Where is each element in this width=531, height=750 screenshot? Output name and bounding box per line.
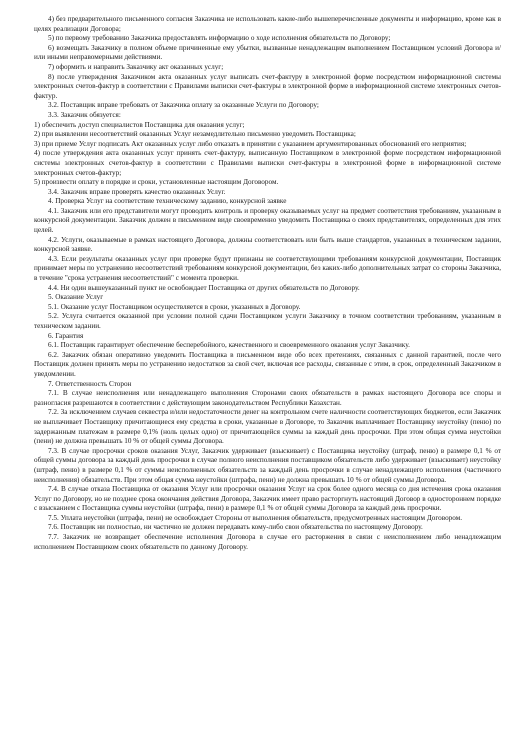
paragraph: 7.2. За исключением случаев секвестра и/или недостаточности денег на контрольном счете наличности соответствующих бюджетов, если Заказчик не выплачивает Поставщику причитающиеся ему средства в сроки, указанные в Договоре, то Заказчик выплачивает Поставщику неустойку (пеню) по задержанным платежам в размере 0,1% (ноль целых одно) от причитающейся суммы за каждый день просрочки. При этом общая сумма неустойки (пени) не должна превышать 10 % от общей суммы Договора. [34,408,501,446]
paragraph: 3.3. Заказчик обязуется: [48,110,121,119]
paragraph: 3.2. Поставщик вправе требовать от Заказчика оплату за оказанные Услуги по Договору; [48,101,319,110]
paragraph: 7.5. Уплата неустойки (штрафа, пени) не освобождает Стороны от выполнения обязательств, предусмотренных настоящим Договором. [48,513,463,522]
paragraph: 4.3. Если результаты оказанных услуг при проверке будут признаны не соответствующими требованиям конкурсной документации, Поставщик принимает меры по устранению несоответствий требованиям конкурсной документации, без каких-либо дополнительных затрат со стороны Заказчика, в течение "срока устранения несоответствий" с момента проверки. [34,254,501,283]
paragraph: 5) по первому требованию Заказчика предоставлять информацию о ходе исполнения обязательств по Договору; [48,34,391,43]
paragraph: 7.7. Заказчик не возвращает обеспечение исполнения Договора в случае его расторжения в связи с неисполнением либо ненадлежащим исполнением Поставщиком своих обязательств по данному Договору. [34,533,501,551]
paragraph: 1) обеспечить доступ специалистов Поставщика для оказания услуг; [34,120,245,129]
paragraph: 6.1. Поставщик гарантирует обеспечение бесперебойного, качественного и своевременного оказания услуг Заказчику. [48,341,410,350]
paragraph: 5.1. Оказание услуг Поставщиком осуществляется в сроки, указанных в Договору. [48,302,301,311]
section-heading: 7. Ответственность Сторон [48,379,132,388]
paragraph: 7.6. Поставщик ни полностью, ни частично не должен передавать кому-либо свои обязательства по настоящему Договору. [48,523,423,532]
paragraph: 5.2. Услуга считается оказанной при условии полной сдачи Поставщиком услуги Заказчику в точном соответствии требованиям, указанным в техническом задании. [34,312,501,330]
section-heading: 5. Оказание Услуг [48,293,104,302]
paragraph: 5) произвести оплату в порядке и сроки, установленные настоящим Договором. [34,178,279,187]
paragraph: 7) оформить и направить Заказчику акт оказанных услуг; [48,62,224,71]
paragraph: 4.1. Заказчик или его представители могут проводить контроль и проверку оказываемых услуг на предмет соответствия требованиям, указанным в конкурсной документации. Заказчик должен в письменном виде своевременно уведомить Поставщика о своих представителях, определенных для этих целей. [34,206,501,235]
paragraph: 6.2. Заказчик обязан оперативно уведомить Поставщика в письменном виде обо всех претензиях, связанных с данной гарантией, после чего Поставщик должен принять меры по устранению недостатков за свой счет, включая все расходы, связанные с этим, в срок, определенный Заказчиком в уведомлении. [34,350,501,378]
section-heading: 4. Проверка Услуг на соответствие техническому заданию, конкурсной заявке [48,197,287,206]
paragraph: 2) при выявлении несоответствий оказанных Услуг незамедлительно письменно уведомить Поставщика; [34,130,356,139]
paragraph: 3.4. Заказчик вправе проверять качество оказанных Услуг. [48,187,226,196]
paragraph: 4.2. Услуги, оказываемые в рамках настоящего Договора, должны соответствовать или быть выше стандартов, указанных в техническом задании, конкурсной заявке. [34,235,501,254]
paragraph: 4.4. Ни один вышеуказанный пункт не освобождает Поставщика от других обязательств по Договору. [48,283,360,292]
paragraph: 7.1. В случае неисполнения или ненадлежащего выполнения Сторонами своих обязательств в рамках настоящего Договора все споры и разногласия разрешаются в соответствии с действующим законодательством Республики Казахстан. [34,389,501,407]
paragraph: 3) при приеме Услуг подписать Акт оказанных услуг либо отказать в принятии с указанием аргументированных обоснований его неприятия; [34,139,467,148]
paragraph: 4) после утверждения акта оказанных услуг принять счет-фактуру, выписанную Поставщиком в электронной форме посредством информационной системы электронных счетов-фактур в соответствии с Правилами выписки счет-фактуры в электронной форме в информационной системе электронных счетов-фактур; [34,149,501,177]
paragraph: 4) без предварительного письменного согласия Заказчика не использовать какие-либо вышеперечисленные документы и информацию, кроме как в целях реализации Договора; [34,15,501,33]
section-heading: 6. Гарантия [48,331,84,340]
paragraph: 7.4. В случае отказа Поставщика от оказания Услуг или просрочки оказания Услуг на срок более одного месяца со дня истечения срока оказания Услуг по Договору, но не позднее срока окончания действия Договора, Заказчик имеет право расторгнуть настоящий Договор в одностороннем порядке с взысканием с Поставщика суммы неустойки (штрафа, пени) в размере 0,1 % от общей суммы Договора за каждый день просрочки. [34,485,501,513]
paragraph: 8) после утверждения Заказчиком акта оказанных услуг выписать счет-фактуру в электронной форме посредством информационной системы электронных счетов-фактур в соответствии с Правилами выписки счет-фактуры в электронной форме в информационной системе электронных счетов-фактур. [34,72,501,100]
paragraph: 6) возмещать Заказчику в полном объеме причиненные ему убытки, вызванные ненадлежащим выполнением Поставщиком условий Договора и/или иными неправомерными действиями. [34,43,501,62]
paragraph: 7.3. В случае просрочки сроков оказания Услуг, Заказчик удерживает (взыскивает) с Поставщика неустойку (штраф, пеню) в размере 0,1 % от общей суммы договора за каждый день просрочки в случае полного неисполнения поставщиком обязательств либо удерживает (взыскивает) неустойку (штраф, пеню) в размере 0,1 % от суммы неисполненных обязательств за каждый день просрочки в случае ненадлежащего исполнения (частичного неисполнения) обязательств. При этом общая сумма неустойки (штрафа, пени) не должна превышать 10 % от общей суммы Договора. [34,446,501,484]
